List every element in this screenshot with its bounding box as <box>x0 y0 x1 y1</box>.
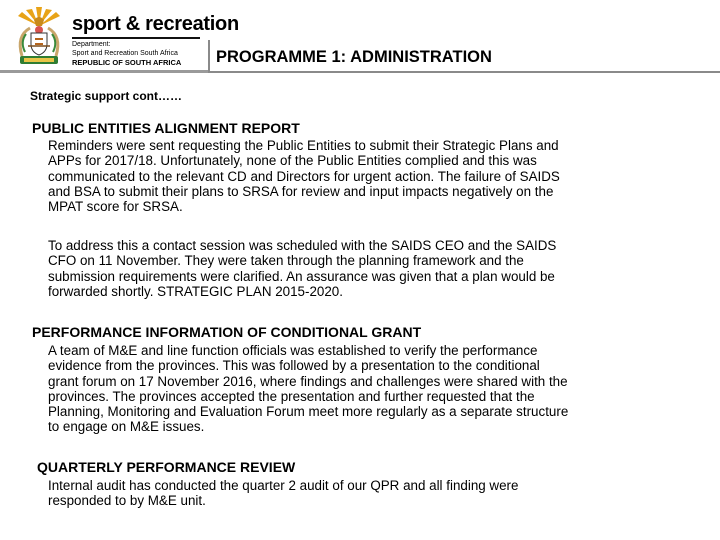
text-line: Reminders were sent requesting the Public Entities to submit their Strategic Plans and <box>48 138 559 153</box>
page-title: PROGRAMME 1: ADMINISTRATION <box>216 48 492 66</box>
text-line: forwarded shortly. STRATEGIC PLAN 2015-2020. <box>48 283 343 299</box>
department-full-name: Sport and Recreation South Africa <box>72 49 178 57</box>
department-name: sport & recreation <box>72 13 239 35</box>
text-line: responded to by M&E unit. <box>48 493 206 509</box>
coat-of-arms-logo <box>6 6 72 68</box>
department-country: REPUBLIC OF SOUTH AFRICA <box>72 58 182 67</box>
department-divider <box>72 37 200 39</box>
text-line: CFO on 11 November. They were taken through the planning framework and the <box>48 253 524 269</box>
paragraph-quarterly-review <box>48 478 678 509</box>
text-line: submission requirements were clarified. An assurance was given that a plan would be <box>48 268 555 284</box>
section-heading-quarterly-review: QUARTERLY PERFORMANCE REVIEW <box>37 459 296 475</box>
header-rule <box>0 70 208 73</box>
text-line: To address this a contact session was scheduled with the SAIDS CEO and the SAIDS <box>48 238 557 253</box>
department-identity <box>72 13 239 67</box>
paragraph-public-entities-contact-session <box>48 238 678 299</box>
text-line: communicated to the relevant CD and Directors for urgent action. The failure of SAIDS <box>48 168 560 184</box>
department-label: Department: <box>72 41 111 48</box>
text-line: to engage on M&E issues. <box>48 419 205 435</box>
section-heading-conditional-grant: PERFORMANCE INFORMATION OF CONDITIONAL GRANT <box>32 324 422 340</box>
text-line: Internal audit has conducted the quarter 2 audit of our QPR and all finding were <box>48 478 519 493</box>
text-line: evidence from the provinces. This was followed by a presentation to the conditional <box>48 358 540 374</box>
section-heading-public-entities: PUBLIC ENTITIES ALIGNMENT REPORT <box>32 120 300 136</box>
wheat-icon <box>23 34 26 52</box>
paragraph-conditional-grant <box>48 343 678 435</box>
text-line: provinces. The provinces accepted the presentation and further requested that the <box>48 388 535 404</box>
text-line: grant forum on 17 November 2016, where findings and challenges were shared with the <box>48 373 568 389</box>
paragraph-public-entities-reminders <box>48 138 678 214</box>
text-line: APPs for 2017/18. Unfortunately, none of the Public Entities complied and this was <box>48 153 537 169</box>
title-box <box>208 40 720 73</box>
text-line: MPAT score for SRSA. <box>48 199 183 215</box>
text-line: Planning, Monitoring and Evaluation Forum meet more regularly as a separate structure <box>48 404 569 420</box>
text-line: A team of M&E and line function officials was established to verify the performance <box>48 343 538 358</box>
text-line: and BSA to submit their plans to SRSA for review and input impacts negatively on the <box>48 183 554 199</box>
subtitle: Strategic support cont…… <box>30 89 183 103</box>
